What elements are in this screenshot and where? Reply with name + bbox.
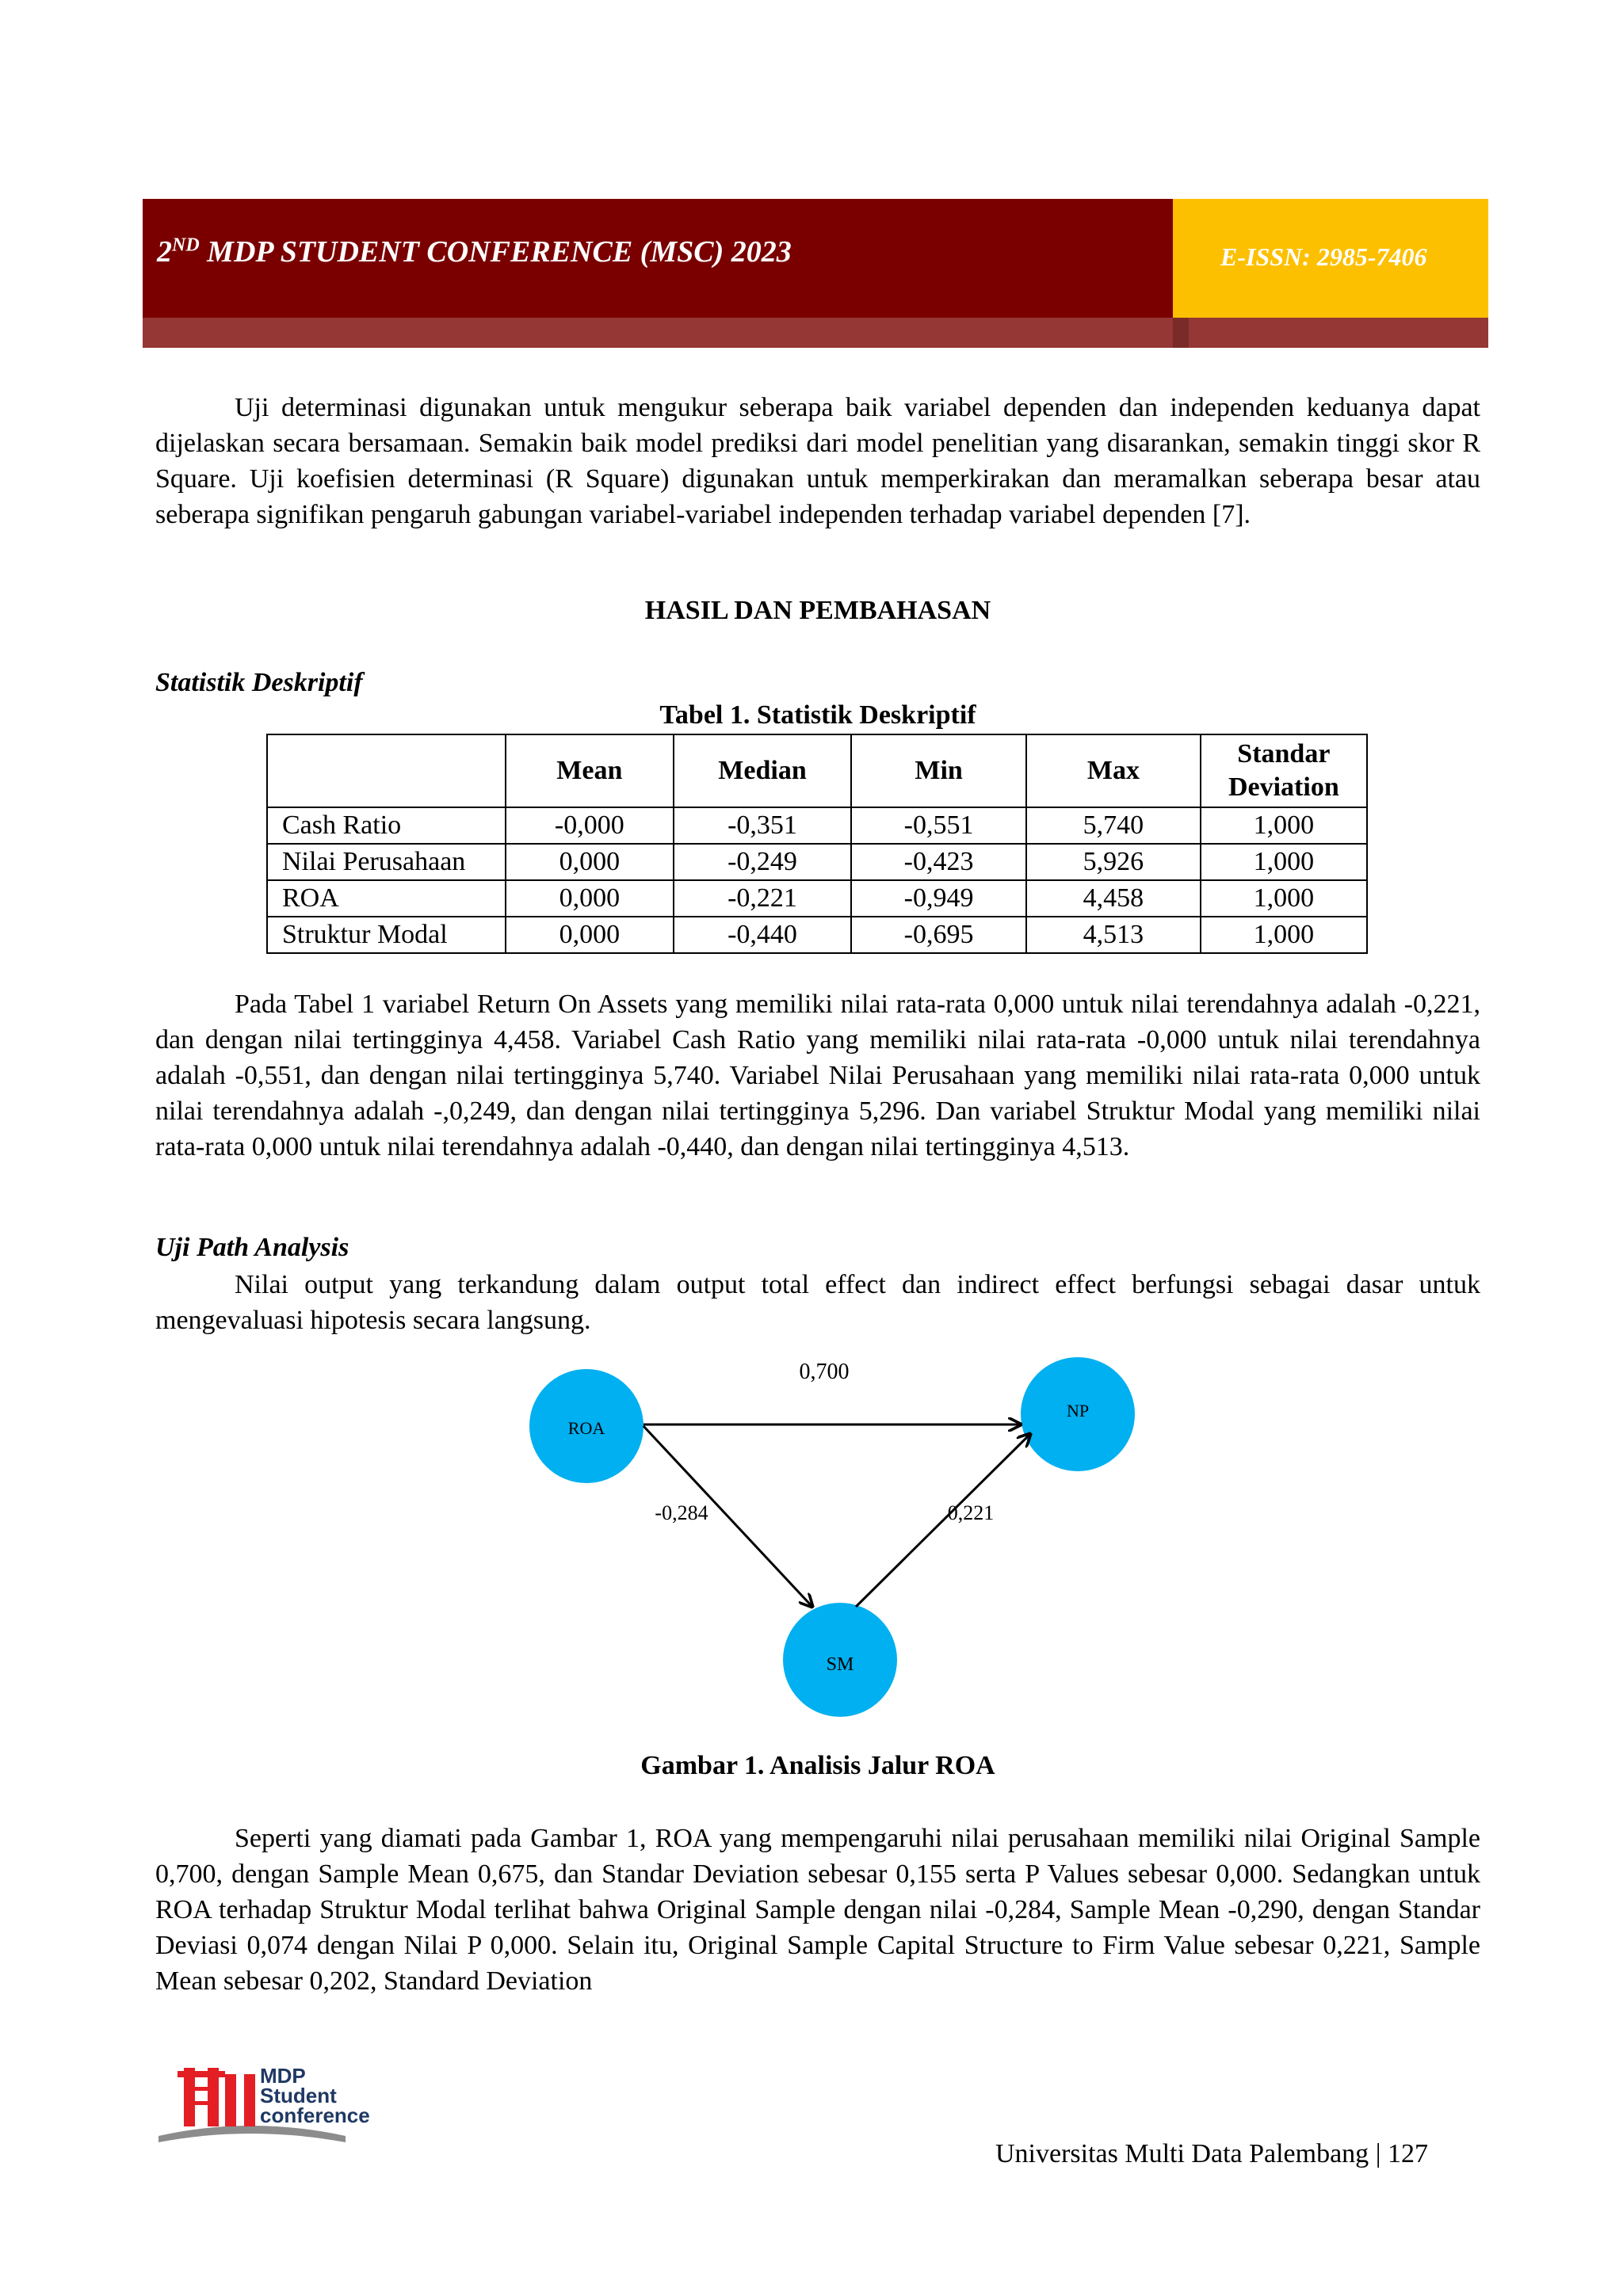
table-cell: -0,695 (851, 917, 1026, 953)
edge-sm-np-label: 0,221 (947, 1501, 995, 1524)
table-header-cell: Mean (506, 734, 674, 807)
table-cell: 0,000 (506, 880, 674, 917)
logo-text: MDP Student conference (260, 2064, 370, 2127)
edge-roa-np-label: 0,700 (799, 1360, 850, 1384)
table-cell: -0,249 (674, 844, 851, 880)
table-header-cell: Standar Deviation (1201, 734, 1367, 807)
table-cell: -0,221 (674, 880, 851, 917)
table-cell: 1,000 (1201, 844, 1367, 880)
table-header-cell: Min (851, 734, 1026, 807)
subhead-path-analysis: Uji Path Analysis (155, 1233, 349, 1262)
table-row (267, 917, 1367, 953)
table-header-row (267, 734, 1367, 807)
table-cell: 4,458 (1026, 880, 1201, 917)
table-cell: 1,000 (1201, 807, 1367, 844)
table-cell: -0,423 (851, 844, 1026, 880)
conference-title: 2ND MDP STUDENT CONFERENCE (MSC) 2023 (157, 235, 792, 269)
table-cell: -0,440 (674, 917, 851, 953)
footer-page-label: Universitas Multi Data Palembang | 127 (995, 2139, 1428, 2168)
table-cell: 1,000 (1201, 880, 1367, 917)
table-cell: 5,926 (1026, 844, 1201, 880)
table-header-cell (267, 734, 506, 807)
table-cell: 1,000 (1201, 917, 1367, 953)
table-header-cell: Median (674, 734, 851, 807)
table-cell: 0,000 (506, 917, 674, 953)
table-row (267, 880, 1367, 917)
table-row-label: Cash Ratio (267, 807, 506, 844)
table-cell: -0,000 (506, 807, 674, 844)
descriptive-statistics-table (266, 734, 1368, 954)
sm-node-label: SM (826, 1654, 854, 1675)
roa-node-label: ROA (567, 1418, 605, 1438)
path-analysis-diagram (507, 1347, 1141, 1743)
table-row-label: Struktur Modal (267, 917, 506, 953)
table-cell: -0,551 (851, 807, 1026, 844)
table-cell: -0,351 (674, 807, 851, 844)
paragraph-path-analysis: Nilai output yang terkandung dalam output total effect dan indirect effect berfungsi sebagai dasar untuk mengevaluasi hipotesis secara langsung. (155, 1270, 1480, 1335)
edge-roa-sm-label: -0,284 (655, 1501, 708, 1524)
table-cell: 5,740 (1026, 807, 1201, 844)
np-node-label: NP (1066, 1401, 1090, 1421)
section-title: HASIL DAN PEMBAHASAN (644, 596, 991, 625)
figure-caption: Gambar 1. Analisis Jalur ROA (640, 1751, 995, 1780)
table-cell: 4,513 (1026, 917, 1201, 953)
table-header-cell: Max (1026, 734, 1201, 807)
table-row-label: Nilai Perusahaan (267, 844, 506, 880)
header-underline-divider (1173, 318, 1189, 348)
edge-sm-np (856, 1434, 1030, 1607)
table-cell: -0,949 (851, 880, 1026, 917)
header-underline-band (143, 318, 1488, 348)
table-row (267, 807, 1367, 844)
intro-paragraph: Uji determinasi digunakan untuk mengukur seberapa baik variabel dependen dan independen keduanya dapat dijelaskan secara bersamaan. Semakin baik model prediksi dari model penelitian yang disarankan, semakin tinggi skor R Square. Uji koefisien determinasi (R Square) digunakan untuk memperkirakan dan meramalkan seberapa besar atau seberapa signifikan pengaruh gabungan variabel-variabel independen terhadap variabel dependen [7]. (155, 393, 1480, 529)
table-cell: 0,000 (506, 844, 674, 880)
table-row-label: ROA (267, 880, 506, 917)
issn-label: E-ISSN: 2985-7406 (1220, 242, 1427, 271)
table-row (267, 844, 1367, 880)
paragraph-figure-discussion: Seperti yang diamati pada Gambar 1, ROA yang mempengaruhi nilai perusahaan memiliki nilai Original Sample 0,700, dengan Sample Mean 0,675, dan Standar Deviation sebesar 0,155 serta P Values sebesar 0,000. Sedangkan untuk ROA terhadap Struktur Modal terlihat bahwa Original Sample dengan nilai -0,284, Sample Mean -0,290, dengan Standar Deviasi 0,074 dengan Nilai P 0,000. Selain itu, Original Sample Capital Structure to Firm Value sebesar 0,221, Sample Mean sebesar 0,202, Standard Deviation (155, 1824, 1480, 1996)
subhead-statistik-deskriptif: Statistik Deskriptif (155, 668, 363, 697)
paragraph-table-discussion: Pada Tabel 1 variabel Return On Assets yang memiliki nilai rata-rata 0,000 untuk nilai terendahnya adalah -0,221, dan dengan nilai tertingginya 4,458. Variabel Cash Ratio yang memiliki nilai rata-rata -0,000 untuk nilai terendahnya adalah -0,551, dan dengan nilai tertingginya 5,740. Variabel Nilai Perusahaan yang memiliki nilai rata-rata 0,000 untuk nilai terendahnya adalah -,0,249, dan dengan nilai tertingginya 5,296. Dan variabel Struktur Modal yang memiliki nilai rata-rata 0,000 untuk nilai terendahnya adalah -0,440, dan dengan nilai tertingginya 4,513. (155, 990, 1480, 1161)
table-caption: Tabel 1. Statistik Deskriptif (659, 700, 976, 730)
page-number: 127 (1388, 2139, 1428, 2168)
